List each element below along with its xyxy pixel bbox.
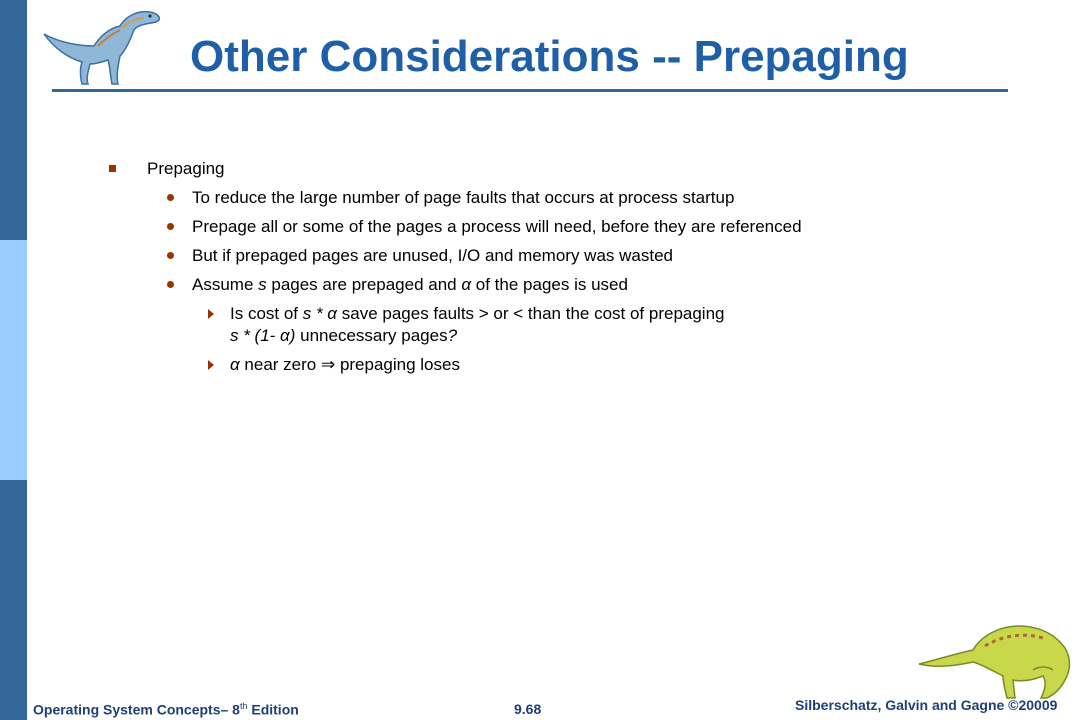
triangle-bullet-icon: [208, 309, 214, 319]
footer-book-title: Operating System Concepts– 8th Edition: [33, 701, 299, 718]
left-stripe-top: [0, 0, 27, 240]
dot-bullet-icon: [167, 252, 174, 259]
sub-bullet-cost-line2: s * (1- α) unnecessary pages?: [230, 326, 458, 345]
bullet-reduce-faults: To reduce the large number of page faults that occurs at process startup: [192, 188, 735, 207]
triangle-bullet-icon: [208, 360, 214, 370]
footer-copyright: Silberschatz, Galvin and Gagne ©20009: [795, 697, 1058, 713]
bullet-prepaging: Prepaging: [147, 159, 225, 178]
dot-bullet-icon: [167, 281, 174, 288]
title-underline: [52, 89, 1008, 92]
dinosaur-top-icon: [38, 6, 168, 90]
dinosaur-bottom-icon: [915, 610, 1075, 702]
square-bullet-icon: [109, 165, 116, 172]
bullet-prepage-all: Prepage all or some of the pages a process will need, before they are referenced: [192, 217, 802, 236]
sub-bullet-cost: Is cost of s * α save pages faults > or < than the cost of prepaging: [230, 304, 725, 323]
sub-bullet-alpha-zero: α near zero ⇒ prepaging loses: [230, 355, 460, 374]
dot-bullet-icon: [167, 194, 174, 201]
left-stripe-bottom: [0, 480, 27, 720]
bullet-assume: Assume s pages are prepaged and α of the pages is used: [192, 275, 628, 294]
bullet-unused-wasted: But if prepaged pages are unused, I/O and memory was wasted: [192, 246, 673, 265]
left-stripe-middle: [0, 240, 27, 480]
dot-bullet-icon: [167, 223, 174, 230]
footer-page-number: 9.68: [514, 701, 542, 717]
slide-title: Other Considerations -- Prepaging: [190, 32, 909, 81]
